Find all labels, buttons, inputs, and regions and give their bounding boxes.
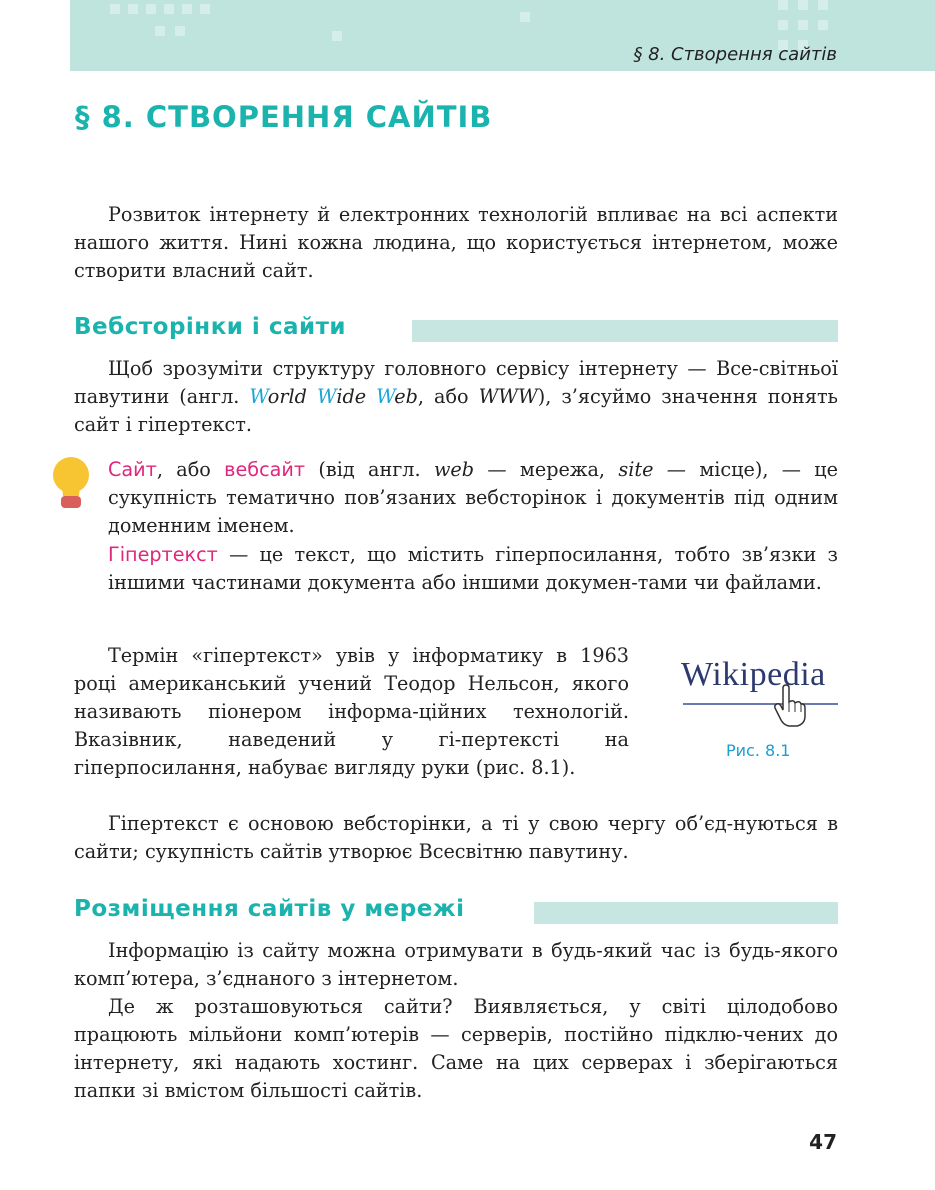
term-website: вебсайт [224, 458, 306, 481]
definition-site: Сайт, або вебсайт (від англ. web — мережа, site — місце), — це сукупність тематично пов’язаних вебсторінок і документів під одним доменним іменем. [108, 458, 839, 537]
heading-bar [412, 320, 838, 342]
term-site: Сайт [108, 458, 157, 481]
definition-hypertext: Гіпертекст — це текст, що містить гіперпосилання, тобто зв’язки з іншими частинами документа або іншими докумен-тами чи файлами. [108, 543, 838, 594]
running-title: § 8. Створення сайтів [633, 44, 837, 65]
section-heading-hosting [74, 896, 838, 926]
section-heading-webpages [74, 314, 838, 344]
figure-wikipedia [681, 656, 838, 736]
term-hypertext: Гіпертекст [108, 543, 218, 566]
paragraph-servers: Де ж розташовуються сайти? Виявляється, у світі цілодобово працюють мільйони комп’ютерів — серверів, постійно підклю-чених до інтернету, які надають хостинг. Саме на цих серверах і зберігаються папки зі вмістом більшості сайтів. [74, 995, 838, 1102]
section-heading-text: Розміщення сайтів у мережі [74, 896, 465, 922]
figure-caption: Рис. 8.1 [726, 741, 791, 760]
paragraph-nelson: Термін «гіпертекст» увів у інформатику в 1963 році американський учений Теодор Нельсон, якого називають піонером інформа-ційних технологій. Вказівник, наведений у гі-пертексті на гіперпосилання, набуває вигляду руки (рис. 8.1). [74, 644, 629, 779]
chapter-title: § 8. СТВОРЕННЯ САЙТІВ [75, 100, 493, 134]
wikipedia-logo-text: Wikipedia [681, 656, 826, 693]
lightbulb-icon [52, 456, 90, 512]
heading-bar [534, 902, 838, 924]
paragraph-hypertext-basis: Гіпертекст є основою вебсторінки, а ті у свою чергу об’єд-нуються в сайти; сукупність сайтів утворює Всесвітню павутину. [74, 812, 838, 863]
link-underline [683, 703, 838, 705]
paragraph-www: Щоб зрозуміти структуру головного сервісу інтернету — Все-світньої павутини (англ. World Wide Web, або WWW), з’ясуймо значення понять сайт і гіпертекст. [74, 357, 839, 436]
intro-paragraph: Розвиток інтернету й електронних технологій впливає на всі аспекти нашого життя. Нині кожна людина, що користується інтернетом, може створити власний сайт. [74, 203, 838, 282]
hand-pointer-icon [773, 684, 807, 728]
page-number: 47 [809, 1130, 837, 1154]
section-heading-text: Вебсторінки і сайти [74, 314, 347, 340]
paragraph-access: Інформацію із сайту можна отримувати в будь-який час із будь-якого комп’ютера, з’єднаного з інтернетом. [74, 939, 838, 990]
